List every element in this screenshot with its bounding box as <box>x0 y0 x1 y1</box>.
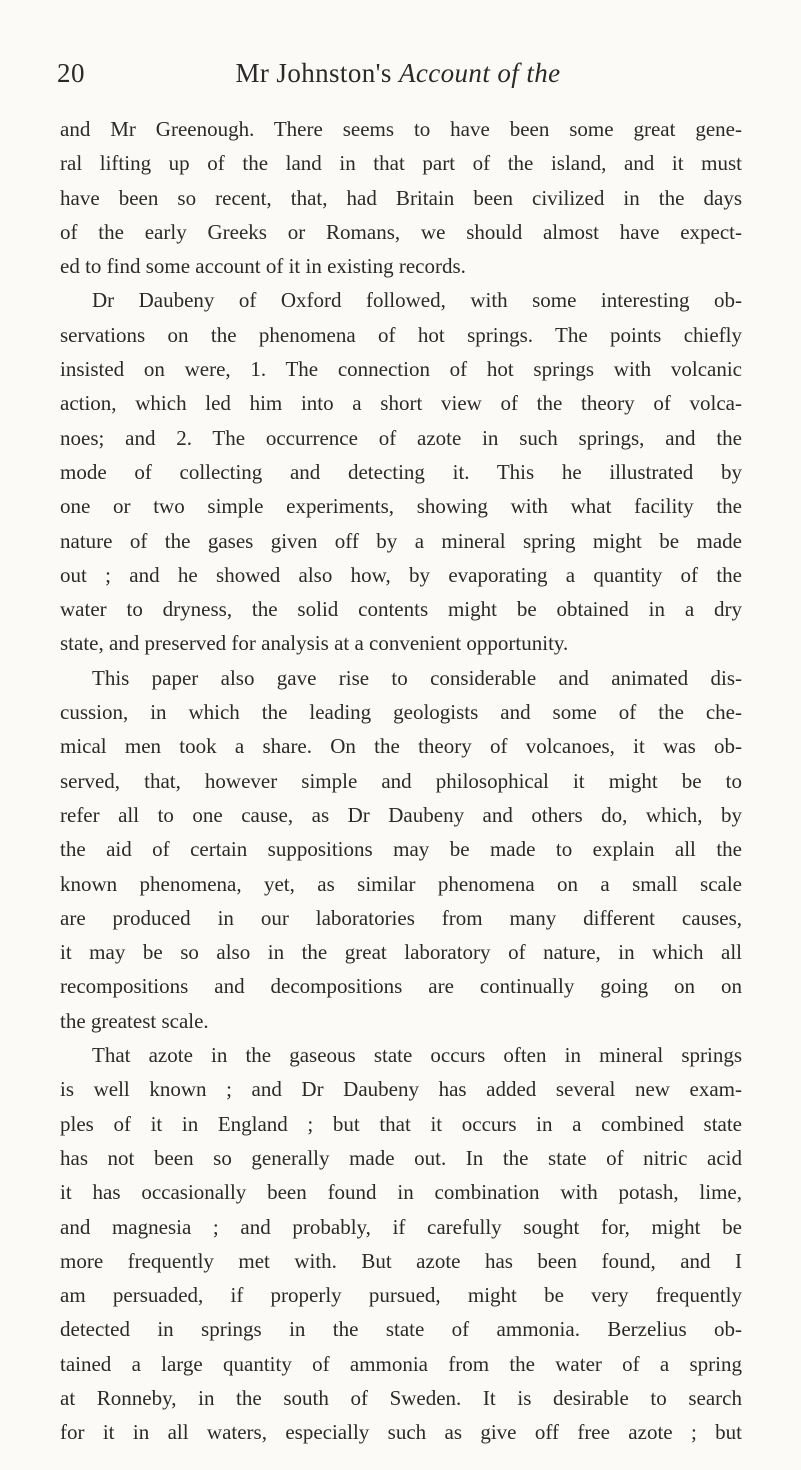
text-line: it may be so also in the great laboratory of nature, in which all <box>60 940 742 965</box>
text-line: This paper also gave rise to considerable and animated dis- <box>92 665 742 690</box>
text-line: tained a large quantity of ammonia from the water of a spring <box>60 1351 742 1376</box>
body-text <box>60 112 742 1450</box>
text-line: is well known ; and Dr Daubeny has added several new exam- <box>60 1077 742 1102</box>
text-line: ral lifting up of the land in that part of the island, and it must <box>60 151 742 176</box>
text-line: mode of collecting and detecting it. This he illustrated by <box>60 459 742 484</box>
text-line: are produced in our laboratories from many different causes, <box>60 905 742 930</box>
text-line: of the early Greeks or Romans, we should almost have expect- <box>60 219 742 244</box>
text-line: noes; and 2. The occurrence of azote in such springs, and the <box>60 425 742 450</box>
text-line: cussion, in which the leading geologists and some of the che- <box>60 700 742 725</box>
text-line: and magnesia ; and probably, if carefully sought for, might be <box>60 1214 742 1239</box>
text-line: servations on the phenomena of hot springs. The points chiefly <box>60 322 742 347</box>
text-line: served, that, however simple and philosophical it might be to <box>60 768 742 793</box>
page-header <box>57 58 739 98</box>
text-line: That azote in the gaseous state occurs often in mineral springs <box>92 1043 742 1068</box>
text-line: refer all to one cause, as Dr Daubeny and others do, which, by <box>60 802 742 827</box>
text-line: have been so recent, that, had Britain been civilized in the days <box>60 185 742 210</box>
text-line: known phenomena, yet, as similar phenomena on a small scale <box>60 871 742 896</box>
text-line: and Mr Greenough. There seems to have been some great gene- <box>60 117 742 141</box>
text-line: it has occasionally been found in combination with potash, lime, <box>60 1180 742 1205</box>
text-line: state, and preserved for analysis at a convenient opportunity. <box>60 631 569 656</box>
text-line: ples of it in England ; but that it occurs in a combined state <box>60 1111 742 1136</box>
text-line: water to dryness, the solid contents might be obtained in a dry <box>60 597 742 622</box>
text-line: more frequently met with. But azote has been found, and I <box>60 1248 742 1273</box>
text-line: has not been so generally made out. In the state of nitric acid <box>60 1145 742 1170</box>
page-number: 20 <box>57 58 85 88</box>
running-head <box>57 58 739 89</box>
text-line: ed to find some account of it in existing records. <box>60 254 466 279</box>
text-line: am persuaded, if properly pursued, might be very frequently <box>60 1283 742 1308</box>
text-line: nature of the gases given off by a mineral spring might be made <box>60 528 742 553</box>
text-line: at Ronneby, in the south of Sweden. It is desirable to search <box>60 1385 742 1410</box>
text-line: the greatest scale. <box>60 1008 209 1033</box>
text-line: action, which led him into a short view of the theory of volca- <box>60 391 742 416</box>
text-line: detected in springs in the state of ammonia. Berzelius ob- <box>60 1317 742 1342</box>
running-head-title: Account of the <box>398 58 561 88</box>
text-line: insisted on were, 1. The connection of hot springs with volcanic <box>60 357 742 382</box>
text-line: for it in all waters, especially such as give off free azote ; but <box>60 1420 742 1445</box>
text-line: Dr Daubeny of Oxford followed, with some interesting ob- <box>92 288 742 313</box>
running-head-author: Mr Johnston's <box>235 58 392 88</box>
text-line: out ; and he showed also how, by evaporating a quantity of the <box>60 562 742 587</box>
text-line: mical men took a share. On the theory of volcanoes, it was ob- <box>60 734 742 759</box>
text-line: one or two simple experiments, showing with what facility the <box>60 494 742 519</box>
text-line: the aid of certain suppositions may be made to explain all the <box>60 837 742 862</box>
text-line: recompositions and decompositions are continually going on on <box>60 974 742 999</box>
